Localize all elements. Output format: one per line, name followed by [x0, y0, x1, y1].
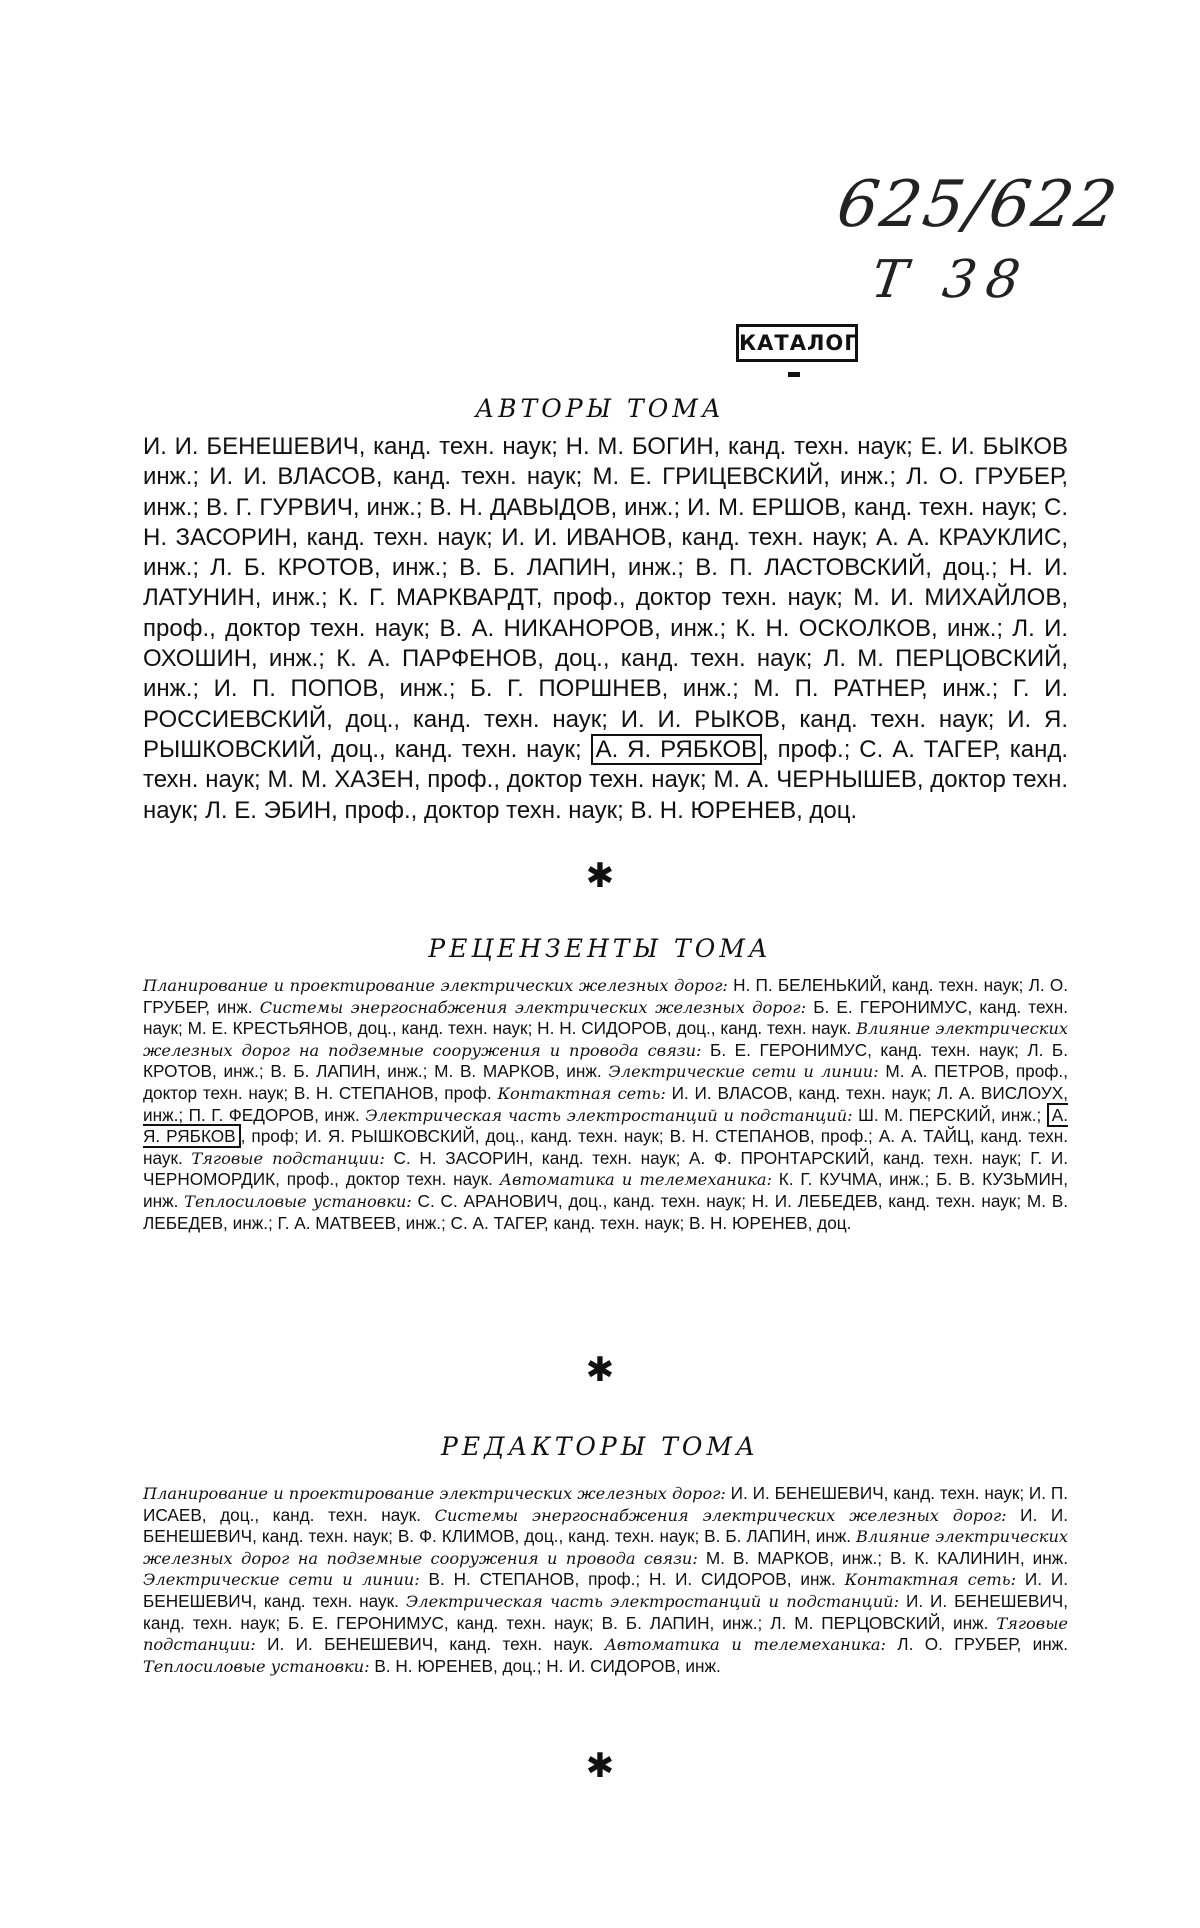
- authors-text-2: , проф.; С. А. ТАГЕР, канд. техн. наук; М. М. ХАЗЕН, проф., доктор техн. наук; М. А. ЧЕРНЫШЕВ, доктор техн. наук; Л. Е. ЭБИН, проф., доктор техн. наук; В. Н. ЮРЕНЕВ, доц.: [143, 735, 1069, 824]
- editors-section-title: Электрические сети и линии:: [143, 1570, 420, 1590]
- reviewers-list: [143, 975, 1068, 1234]
- editors-names: И. И. БЕНЕШЕВИЧ, канд. техн. наук.: [143, 1569, 1068, 1611]
- handwritten-call-number: 625/622: [832, 168, 1124, 242]
- reviewers-names: Б. Е. ГЕРОНИМУС, канд. техн. наук; Л. Б. КРОТОВ, инж.; В. Б. ЛАПИН, инж.; М. В. МАРКОВ, инж.: [143, 1039, 1068, 1082]
- editors-section-title: Тяговые подстанции:: [143, 1613, 1068, 1655]
- reviewers-section-title: Электрические сети и линии:: [608, 1062, 879, 1082]
- editors-section-title: Контактная сеть:: [844, 1570, 1017, 1590]
- reviewers-names: Ш. М. ПЕРСКИЙ, инж.;: [852, 1104, 1047, 1125]
- reviewers-names: Б. Е. ГЕРОНИМУС, канд. техн. наук; М. Е. КРЕСТЬЯНОВ, доц., канд. техн. наук; Н. Н. СИДОРОВ, доц., канд. техн. наук.: [143, 996, 1069, 1039]
- authors-boxed-name: А. Я. РЯБКОВ: [591, 734, 762, 765]
- reviewers-names: И. И. ВЛАСОВ, канд. техн. наук; Л. А. ВИСЛОУХ, инж.; П. Г. ФЕДОРОВ, инж.: [143, 1082, 1068, 1125]
- separator-asterisk: ✱: [585, 856, 615, 896]
- editors-names: В. Н. ЮРЕНЕВ, доц.; Н. И. СИДОРОВ, инж.: [369, 1655, 721, 1676]
- reviewers-section-title: Системы энергоснабжения электрических железных дорог:: [259, 997, 807, 1017]
- reviewers-section-title: Тяговые подстанции:: [191, 1148, 385, 1168]
- editors-section-title: Электрическая часть электростанций и подстанций:: [405, 1591, 900, 1611]
- reviewers-section-title: Планирование и проектирование электрических железных дорог:: [143, 976, 728, 995]
- editors-names: В. Н. СТЕПАНОВ, проф.; Н. И. СИДОРОВ, инж.: [419, 1569, 845, 1590]
- editors-section-title: Системы энергоснабжения электрических железных дорог:: [434, 1505, 1007, 1525]
- separator-asterisk: ✱: [585, 1350, 615, 1390]
- reviewers-names: С. С. АРАНОВИЧ, доц., канд. техн. наук; Н. И. ЛЕБЕДЕВ, канд. техн. наук; М. В. ЛЕБЕДЕВ, инж.; Г. А. МАТВЕЕВ, инж.; С. А. ТАГЕР, канд. техн. наук; В. Н. ЮРЕНЕВ, доц.: [143, 1190, 1069, 1233]
- reviewers-names: К. Г. КУЧМА, инж.; Б. В. КУЗЬМИН, инж.: [143, 1169, 1068, 1211]
- reviewers-section-title: Влияние электрических железных дорог на подземные сооружения и провода связи:: [143, 1019, 1069, 1060]
- reviewers-section-title: Контактная сеть:: [497, 1083, 666, 1103]
- editors-names: Л. О. ГРУБЕР, инж.: [885, 1634, 1068, 1655]
- reviewers-names: Н. П. БЕЛЕНЬКИЙ, канд. техн. наук; Л. О. ГРУБЕР, инж.: [143, 975, 1068, 1017]
- reviewers-names: , проф; И. Я. РЫШКОВСКИЙ, доц., канд. техн. наук; В. Н. СТЕПАНОВ, проф.; А. А. ТАЙЦ, канд. техн. наук.: [143, 1126, 1068, 1168]
- editors-section-title: Влияние электрических железных дорог на подземные сооружения и провода связи:: [143, 1527, 1069, 1568]
- separator-asterisk: ✱: [585, 1746, 615, 1786]
- reviewers-names: С. Н. ЗАСОРИН, канд. техн. наук; А. Ф. ПРОНТАРСКИЙ, канд. техн. наук; Г. И. ЧЕРНОМОРДИК, проф., доктор техн. наук.: [143, 1147, 1068, 1190]
- authors-text-1: И. И. БЕНЕШЕВИЧ, канд. техн. наук; Н. М. БОГИН, канд. техн. наук; Е. И. БЫКОВ инж.; И. И. ВЛАСОВ, канд. техн. наук; М. Е. ГРИЦЕВСКИЙ, инж.; Л. О. ГРУБЕР, инж.; В. Г. ГУРВИЧ, инж.; В. Н. ДАВЫДОВ, инж.; И. М. ЕРШОВ, канд. техн. наук; С. Н. ЗАСОРИН, канд. техн. наук; И. И. ИВАНОВ, канд. техн. наук; А. А. КРАУКЛИС, инж.; Л. Б. КРОТОВ, инж.; В. Б. ЛАПИН, инж.; В. П. ЛАСТОВСКИЙ, доц.; Н. И. ЛАТУНИН, инж.; К. Г. МАРКВАРДТ, проф., доктор техн. наук; М. И. МИХАЙЛОВ, проф., доктор техн. наук; В. А. НИКАНОРОВ, инж.; К. Н. ОСКОЛКОВ, инж.; Л. И. ОХОШИН, инж.; К. А. ПАРФЕНОВ, доц., канд. техн. наук; Л. М. ПЕРЦОВСКИЙ, инж.; И. П. ПОПОВ, инж.; Б. Г. ПОРШНЕВ, инж.; М. П. РАТНЕР, инж.; Г. И. РОССИЕВСКИЙ, доц., канд. техн. наук; И. И. РЫКОВ, канд. техн. наук; И. Я. РЫШКОВСКИЙ, доц., канд. техн. наук;: [143, 433, 1068, 763]
- handwritten-index: Т 38: [867, 250, 1034, 310]
- authors-list: [143, 432, 1068, 826]
- stamp-mark: [788, 372, 800, 377]
- editors-names: И. И. БЕНЕШЕВИЧ, канд. техн. наук; Б. Е. ГЕРОНИМУС, канд. техн. наук; В. Б. ЛАПИН, инж.; Л. М. ПЕРЦОВСКИЙ, инж.: [143, 1590, 1068, 1633]
- editors-section-title: Планирование и проектирование электрических железных дорог:: [143, 1484, 726, 1503]
- editors-section-title: Автоматика и телемеханика:: [604, 1635, 886, 1655]
- reviewers-names: М. А. ПЕТРОВ, проф., доктор техн. наук; В. Н. СТЕПАНОВ, проф.: [143, 1061, 1068, 1103]
- reviewers-section-title: Теплосиловые установки:: [184, 1191, 412, 1211]
- editors-names: М. В. МАРКОВ, инж.; В. К. КАЛИНИН, инж.: [697, 1547, 1068, 1568]
- editors-heading: РЕДАКТОРЫ ТОМА: [441, 1432, 759, 1461]
- editors-names: И. И. БЕНЕШЕВИЧ, канд. техн. наук; В. Ф. КЛИМОВ, доц., канд. техн. наук; В. Б. ЛАПИН, инж.: [143, 1504, 1069, 1547]
- editors-names: И. И. БЕНЕШЕВИЧ, канд. техн. наук; И. П. ИСАЕВ, доц., канд. техн. наук.: [143, 1483, 1068, 1525]
- reviewers-heading: РЕЦЕНЗЕНТЫ ТОМА: [428, 934, 772, 963]
- authors-heading: АВТОРЫ ТОМА: [475, 394, 725, 423]
- reviewers-section-title: Электрическая часть электростанций и подстанций:: [365, 1105, 853, 1125]
- reviewers-boxed-name: А. Я. РЯБКОВ: [143, 1104, 1069, 1147]
- reviewers-section-title: Автоматика и телемеханика:: [499, 1170, 772, 1190]
- editors-list: [143, 1483, 1068, 1677]
- editors-section-title: Теплосиловые установки:: [143, 1656, 370, 1676]
- catalog-stamp: КАТАЛОГ: [736, 324, 858, 362]
- editors-names: И. И. БЕНЕШЕВИЧ, канд. техн. наук.: [255, 1634, 605, 1655]
